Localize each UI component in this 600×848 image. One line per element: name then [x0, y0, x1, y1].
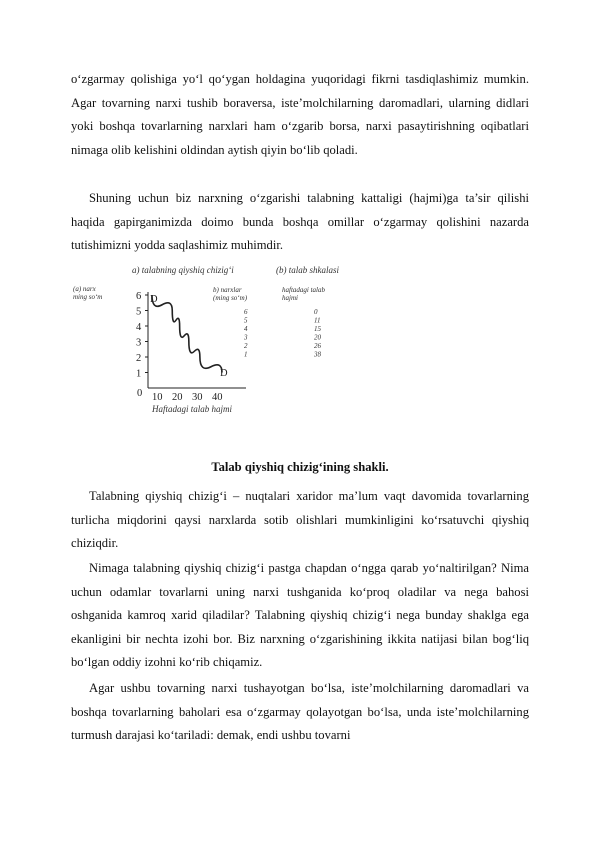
table-quantity-cell: 11: [314, 316, 321, 325]
y-ticks: [136, 291, 148, 380]
y-tick-label: 3: [136, 337, 142, 349]
paragraph-3: Talabning qiyshiq chizig‘i – nuqtalari xaridor ma’lum vaqt davomida tovarlarning turlicha miqdorini qaysi narxlarda sotib olishlari mumkinligini ko‘rsatuvchi qiyshiq chiziqdir.: [71, 489, 529, 551]
table-price-header-1: b) narxlar: [213, 286, 242, 294]
demand-curve: [152, 295, 222, 373]
paragraph-5: Agar ushbu tovarning narxi tushayotgan bo‘lsa, iste’molchilarning daromadlari va boshqa tovarlarning baholari esa o‘zgarmay qolayotgan bo‘lsa, unda iste’molchilarning turmush darajasi ko‘tariladi: demak, endi ushbu tovarni: [71, 681, 529, 743]
paragraph-1: o‘zgarmay qolishiga yo‘l qo‘ygan holdagina yuqoridagi fikrni tasdiqlashimiz mumkin. Agar tovarning narxi tushib boraversa, iste’molchilarning daromadlari, ularning didlari yoki boshqa tovarlarning narxlari ham o‘zgarib borsa, narxi pasaytirishning oqibatlari nimaga olib kelishini oldindan aytish qiyin bo‘lib qoladi.: [71, 72, 529, 157]
paragraph-2: Shuning uchun biz narxning o‘zgarishi talabning kattaligi (hajmi)ga ta’sir qilishi haqida gapirganimizda doimo bunda boshqa omillar o‘zgarmay qolishini nazarda tutishimizni yodda saqlashimiz muhimdir.: [71, 191, 529, 253]
y-tick-label: 6: [136, 291, 142, 302]
schedule-table: [243, 308, 322, 359]
table-quantity-cell: 0: [314, 308, 318, 316]
table-quantity-cell: 26: [314, 342, 321, 350]
caption-a: a) talabning qiyshiq chizig‘i: [132, 265, 234, 275]
x-tick-label: 10: [152, 392, 163, 403]
table-price-cell: 2: [244, 342, 248, 350]
y-axis-label-1: (a) narx: [73, 285, 96, 293]
y-tick-label: 1: [136, 368, 142, 380]
table-price-cell: 6: [244, 308, 248, 316]
paragraph-4: Nimaga talabning qiyshiq chizig‘i pastga chapdan o‘ngga qarab yo‘naltirilgan? Nima uchun odamlar tovarlarni uning narxi tushganida ko‘proq oladilar va nega bahosi oshganida kamroq xarid qiladilar? Talabning qiyshiq chizig‘i nega bunday shaklga ega ekanligini bir nechta izohi bor. Biz narxning o‘zgarishining ikkita natijasi bilan bog‘liq bo‘lgan oddiy izohni ko‘rib chiqamiz.: [71, 561, 529, 670]
table-price-cell: 3: [244, 333, 248, 342]
curve-end-label: D: [220, 368, 228, 379]
origin-label: 0: [137, 388, 143, 399]
y-tick-label: 5: [136, 306, 142, 318]
y-tick-label: 4: [136, 322, 142, 333]
demand-figure: [70, 262, 370, 422]
x-axis-title: Haftadagi talab hajmi: [152, 404, 233, 414]
x-ticks: [152, 392, 223, 403]
table-price-cell: 5: [244, 316, 248, 325]
x-tick-label: 40: [212, 392, 223, 403]
x-tick-label: 20: [172, 392, 183, 403]
table-quantity-cell: 20: [314, 333, 321, 342]
table-price-cell: 4: [244, 325, 248, 333]
y-axis-label-2: ming so‘m: [73, 293, 103, 301]
x-tick-label: 30: [192, 392, 203, 403]
table-quantity-cell: 15: [314, 325, 321, 333]
table-qty-header-1: haftadagi talab: [282, 286, 325, 294]
table-price-cell: 1: [244, 350, 248, 359]
section-heading: Talab qiyshiq chizig‘ining shakli.: [211, 460, 389, 474]
y-tick-label: 2: [136, 353, 142, 364]
table-price-header-2: (ming so‘m): [213, 294, 248, 302]
curve-start-label: D: [150, 294, 158, 305]
table-quantity-cell: 38: [314, 350, 321, 359]
caption-b: (b) talab shkalasi: [276, 265, 339, 275]
table-qty-header-2: hajmi: [282, 294, 298, 302]
